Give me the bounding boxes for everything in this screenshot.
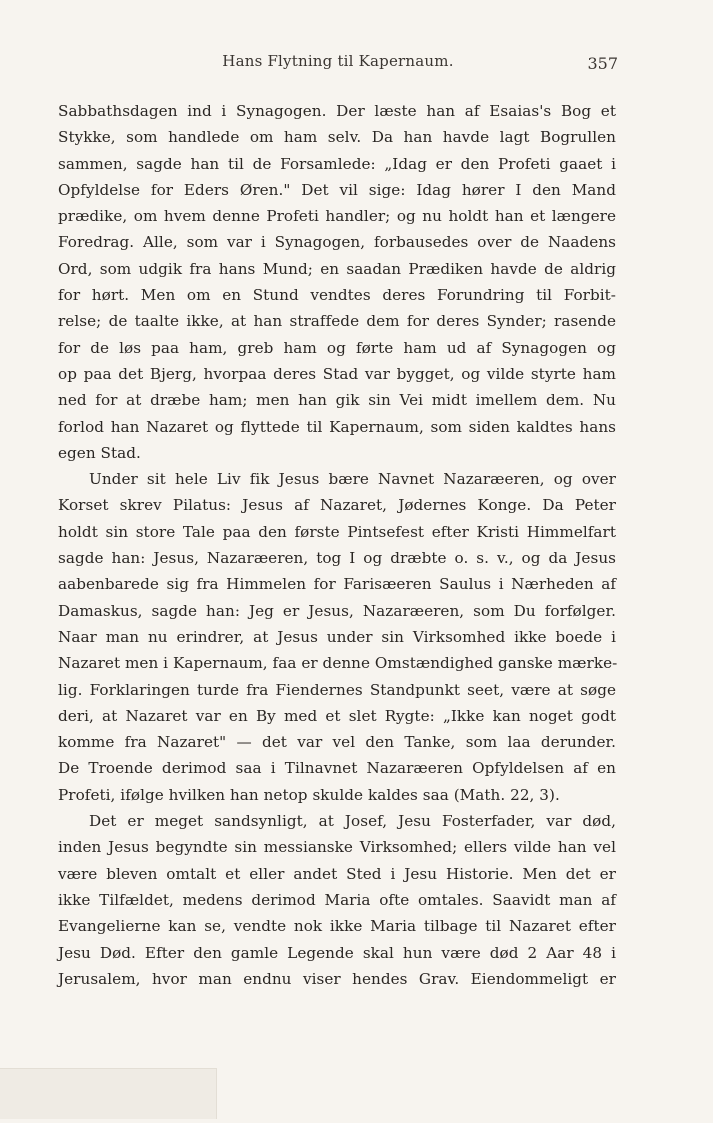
paragraph-3 — [58, 808, 616, 992]
library-stamp-area — [0, 1068, 217, 1119]
text-line: Damaskus, sagde han: Jeg er Jesus, Nazaræeren, som Du forfølger. — [58, 601, 616, 620]
text-line: holdt sin store Tale paa den første Pintsefest efter Kristi Himmelfart — [58, 522, 616, 541]
text-line: relse; de taalte ikke, at han straffede dem for deres Synder; rasende — [58, 312, 616, 331]
text-line: op paa det Bjerg, hvorpaa deres Stad var bygget, og vilde styrte ham — [58, 364, 616, 383]
text-line: egen Stad. — [58, 443, 141, 462]
text-line: Naar man nu erindrer, at Jesus under sin Virksomhed ikke boede i — [58, 627, 616, 646]
text-line: Ord, som udgik fra hans Mund; en saadan Prædiken havde de aldrig — [58, 259, 616, 278]
text-line: sagde han: Jesus, Nazaræeren, tog I og dræbte o. s. v., og da Jesus — [58, 549, 616, 568]
text-line: sammen, sagde han til de Forsamlede: „Idag er den Profeti gaaet i — [58, 154, 616, 173]
text-line: for de løs paa ham, greb ham og førte ham ud af Synagogen og — [58, 338, 616, 357]
text-line: Under sit hele Liv fik Jesus bære Navnet Nazaræeren, og over — [89, 470, 616, 489]
text-line: ikke Tilfældet, medens derimod Maria ofte omtales. Saavidt man af — [58, 890, 616, 909]
paragraph-1 — [58, 98, 616, 466]
text-line: deri, at Nazaret var en By med et slet Rygte: „Ikke kan noget godt — [58, 706, 616, 725]
text-line: prædike, om hvem denne Profeti handler; og nu holdt han et længere — [58, 207, 616, 226]
text-line: for hørt. Men om en Stund vendtes deres Forundring til Forbit- — [58, 286, 616, 305]
text-line: lig. Forklaringen turde fra Fiendernes Standpunkt seet, være at søge — [58, 680, 616, 699]
text-line: Jesu Død. Efter den gamle Legende skal hun være død 2 Aar 48 i — [58, 943, 616, 962]
text-line: være bleven omtalt et eller andet Sted i Jesu Historie. Men det er — [58, 864, 616, 883]
text-line: aabenbarede sig fra Himmelen for Farisæeren Saulus i Nærheden af — [58, 575, 616, 594]
body-text — [58, 98, 616, 992]
text-line: Det er meget sandsynligt, at Josef, Jesu Fosterfader, var død, — [89, 812, 616, 831]
text-line: Stykke, som handlede om ham selv. Da han havde lagt Bogrullen — [58, 128, 616, 147]
text-line: Korset skrev Pilatus: Jesus af Nazaret, Jødernes Konge. Da Peter — [58, 496, 616, 515]
text-line: inden Jesus begyndte sin messianske Virksomhed; ellers vilde han vel — [58, 838, 616, 857]
text-line: De Troende derimod saa i Tilnavnet Nazaræeren Opfyldelsen af en — [58, 759, 616, 778]
text-line: forlod han Nazaret og flyttede til Kapernaum, som siden kaldtes hans — [58, 417, 616, 436]
running-header — [58, 52, 618, 76]
text-line: Foredrag. Alle, som var i Synagogen, forbausedes over de Naadens — [58, 233, 616, 252]
text-line: Jerusalem, hvor man endnu viser hendes Grav. Eiendommeligt er — [58, 969, 616, 988]
text-line: Evangelierne kan se, vendte nok ikke Maria tilbage til Nazaret efter — [58, 917, 616, 936]
text-line: Profeti, ifølge hvilken han netop skulde kaldes saa (Math. 22, 3). — [58, 785, 560, 804]
text-line: Nazaret men i Kapernaum, faa er denne Omstændighed ganske mærke- — [58, 654, 618, 673]
running-title: Hans Flytning til Kapernaum. — [222, 52, 454, 70]
text-line: komme fra Nazaret" — det var vel den Tanke, som laa derunder. — [58, 733, 616, 752]
paragraph-2 — [58, 466, 616, 808]
text-line: ned for at dræbe ham; men han gik sin Vei midt imellem dem. Nu — [58, 391, 616, 410]
text-line: Opfyldelse for Eders Øren." Det vil sige: Idag hører I den Mand — [58, 180, 616, 199]
page-number: 357 — [587, 54, 618, 73]
text-line: Sabbathsdagen ind i Synagogen. Der læste han af Esaias's Bog et — [58, 102, 616, 120]
